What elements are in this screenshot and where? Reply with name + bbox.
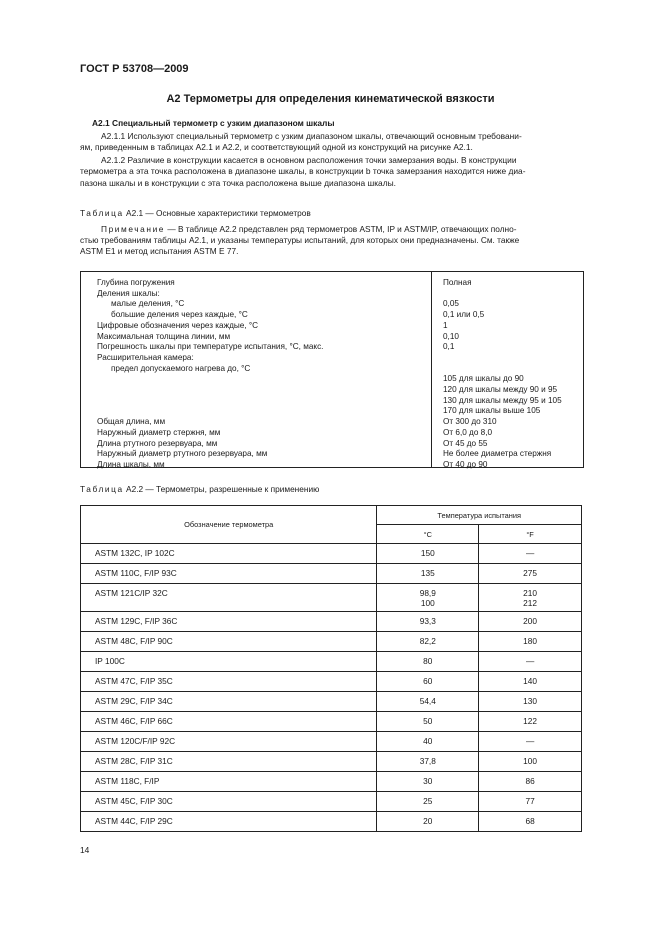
temperature-celsius: 54,4: [377, 692, 479, 712]
temperature-fahrenheit: —: [479, 652, 582, 672]
temperature-celsius: 50: [377, 712, 479, 732]
value-line: 212: [523, 598, 538, 608]
thermometer-designation: ASTM 48С, F/IP 90С: [81, 632, 377, 652]
paragraph-line: — В таблице А2.2 представлен ряд термометров ASTM, IP и ASTM/IP, отвечающих полно-: [165, 224, 517, 234]
paragraph-line: А2.1.2 Различие в конструкции касается в основном расположения точки замерзания воды. В конструкции: [101, 155, 517, 165]
table-row: [81, 672, 582, 692]
document-header: ГОСТ Р 53708—2009: [80, 63, 189, 75]
paragraph-line: пазона шкалы и в конструкции c эта точка расположена выше диапазона шкалы.: [80, 177, 396, 188]
row-value: От 40 до 90: [443, 459, 488, 469]
temperature-fahrenheit: 77: [479, 792, 582, 812]
thermometer-designation: ASTM 46С, F/IP 66С: [81, 712, 377, 732]
table-row: [81, 792, 582, 812]
row-label: Общая длина, мм: [97, 417, 166, 427]
row-label: малые деления, °С: [111, 299, 185, 309]
row-label: большие деления через каждые, °С: [111, 310, 248, 320]
value-line: 98,9: [419, 588, 436, 598]
thermometer-designation: ASTM 45С, F/IP 30С: [81, 792, 377, 812]
table1-caption: [80, 208, 311, 218]
temperature-celsius: 37,8: [377, 752, 479, 772]
row-label: предел допускаемого нагрева до, °С: [111, 363, 251, 373]
paragraph-line: ям, приведенным в таблицах А2.1 и А2.2, и соответствующий одной из конструкций на рисунке А2.1.: [80, 142, 473, 153]
value-line: 100: [420, 598, 435, 608]
thermometer-designation: ASTM 118С, F/IP: [81, 772, 377, 792]
table-row: [81, 632, 582, 652]
table-row: [81, 321, 583, 332]
table-row: [81, 374, 583, 385]
table-row: [81, 752, 582, 772]
temperature-fahrenheit: —: [479, 544, 582, 564]
row-label: Деления шкалы:: [97, 288, 160, 298]
table-row: [81, 439, 583, 450]
row-label: Наружный диаметр стержня, мм: [97, 427, 221, 437]
table-row: [81, 712, 582, 732]
row-value: 0,1 или 0,5: [443, 310, 485, 320]
table-row: [81, 449, 583, 460]
thermometer-designation: ASTM 110С, F/IP 93С: [81, 564, 377, 584]
temperature-celsius: [377, 584, 479, 612]
temperature-celsius: 135: [377, 564, 479, 584]
temperature-fahrenheit: 130: [479, 692, 582, 712]
temperature-fahrenheit: 86: [479, 772, 582, 792]
row-value: 0,10: [443, 331, 459, 341]
paragraph-line: А2.1.1 Используют специальный термометр с узким диапазоном шкалы, отвечающий основным требовани-: [101, 131, 522, 141]
row-label: Глубина погружения: [97, 278, 175, 287]
table-row: [81, 460, 583, 471]
temperature-fahrenheit: 200: [479, 612, 582, 632]
temperature-fahrenheit: 140: [479, 672, 582, 692]
table-row: [81, 564, 582, 584]
table-row: [81, 310, 583, 321]
table-row: [81, 299, 583, 310]
column-header-designation: Обозначение термометра: [81, 506, 377, 544]
row-label: Погрешность шкалы при температуре испытания, °С, макс.: [97, 342, 324, 352]
temperature-celsius: 20: [377, 812, 479, 832]
row-value: От 300 до 310: [443, 417, 497, 427]
row-label: Длина ртутного резервуара, мм: [97, 438, 218, 448]
table-row: [81, 385, 583, 396]
row-value: Не более диаметра стержня: [443, 449, 552, 459]
table-row: [81, 612, 582, 632]
row-value: 120 для шкалы между 90 и 95: [443, 385, 558, 394]
row-value: От 45 до 55: [443, 438, 488, 448]
page-number: 14: [80, 845, 90, 855]
table1-note: [80, 224, 582, 258]
thermometer-designation: ASTM 44С, F/IP 29С: [81, 812, 377, 832]
temperature-fahrenheit: 122: [479, 712, 582, 732]
temperature-celsius: 150: [377, 544, 479, 564]
row-value: 170 для шкалы выше 105: [443, 406, 541, 416]
table-row: [81, 692, 582, 712]
row-label: Расширительная камера:: [97, 352, 194, 362]
table-row: [81, 584, 582, 612]
thermometer-designation: ASTM 120С/F/IP 92С: [81, 732, 377, 752]
table-row: [81, 353, 583, 364]
column-header-fahrenheit: °F: [479, 525, 582, 544]
thermometer-designation: ASTM 129С, F/IP 36С: [81, 612, 377, 632]
paragraph-line: стью требованиям таблицы А2.1, и указаны температуры испытаний, для которых они предназначены. См. также: [80, 235, 520, 246]
table-row: [81, 544, 582, 564]
temperature-fahrenheit: 68: [479, 812, 582, 832]
table2-caption-text: А2.2 — Термометры, разрешенные к применению: [126, 484, 320, 494]
row-label: Длина шкалы, мм: [97, 459, 165, 469]
row-value: Полная: [443, 278, 472, 287]
paragraph-a2-1-1: [80, 131, 582, 154]
row-label: Наружный диаметр ртутного резервуара, мм: [97, 449, 268, 459]
table-row: [81, 332, 583, 343]
thermometer-designation: ASTM 132С, IP 102С: [81, 544, 377, 564]
paragraph-line: термометра a эта точка расположена в диапазоне шкалы, в конструкции b точка замерзания находится ниже диа-: [80, 166, 526, 177]
subsection-title: А2.1 Специальный термометр с узким диапазоном шкалы: [92, 118, 335, 128]
row-label: Максимальная толщина линии, мм: [97, 331, 231, 341]
table-row: [81, 396, 583, 407]
thermometer-designation: IP 100С: [81, 652, 377, 672]
row-value: 130 для шкалы между 95 и 105: [443, 395, 562, 405]
temperature-fahrenheit: —: [479, 732, 582, 752]
temperature-celsius: 93,3: [377, 612, 479, 632]
paragraph-a2-1-2: [80, 155, 582, 189]
note-label: Примечание: [101, 224, 166, 234]
temperature-celsius: 25: [377, 792, 479, 812]
table-row: [81, 342, 583, 353]
value-line: 210: [523, 588, 538, 598]
table-row: [81, 732, 582, 752]
temperature-fahrenheit: 275: [479, 564, 582, 584]
table-row: [81, 406, 583, 417]
thermometer-designation: ASTM 28С, F/IP 31С: [81, 752, 377, 772]
temperature-celsius: 80: [377, 652, 479, 672]
table1-caption-text: А2.1 — Основные характеристики термометров: [126, 208, 311, 218]
thermometer-designation: ASTM 47С, F/IP 35С: [81, 672, 377, 692]
row-label: Цифровые обозначения через каждые, °С: [97, 320, 259, 330]
row-value: От 6,0 до 8,0: [443, 427, 493, 437]
table-row: [81, 278, 583, 289]
table-row: [81, 652, 582, 672]
temperature-fahrenheit: 100: [479, 752, 582, 772]
temperature-celsius: 30: [377, 772, 479, 792]
table-row: [81, 772, 582, 792]
table-row: [81, 417, 583, 428]
table2-caption: [80, 484, 319, 494]
thermometer-designation: ASTM 29С, F/IP 34С: [81, 692, 377, 712]
paragraph-line: ASTM Е1 и метод испытания ASTM Е 77.: [80, 246, 239, 257]
table2-caption-label: Таблица: [80, 484, 124, 494]
temperature-celsius: 40: [377, 732, 479, 752]
row-value: 0,05: [443, 299, 459, 309]
row-value: 0,1: [443, 342, 455, 352]
temperature-fahrenheit: [479, 584, 582, 612]
thermometer-designation: ASTM 121С/IP 32С: [81, 584, 377, 612]
table-row: [81, 428, 583, 439]
section-title: А2 Термометры для определения кинематической вязкости: [166, 93, 495, 105]
table-row: [81, 812, 582, 832]
temperature-celsius: 82,2: [377, 632, 479, 652]
column-header-test-temperature: Температура испытания: [377, 506, 582, 525]
table-row: [81, 364, 583, 375]
table1-characteristics: [80, 271, 584, 468]
temperature-celsius: 60: [377, 672, 479, 692]
table1-caption-label: Таблица: [80, 208, 124, 218]
row-value: 1: [443, 320, 448, 330]
table2-thermometers: [80, 505, 582, 832]
row-value: 105 для шкалы до 90: [443, 374, 524, 384]
table-row: [81, 289, 583, 300]
temperature-fahrenheit: 180: [479, 632, 582, 652]
column-header-celsius: °С: [377, 525, 479, 544]
